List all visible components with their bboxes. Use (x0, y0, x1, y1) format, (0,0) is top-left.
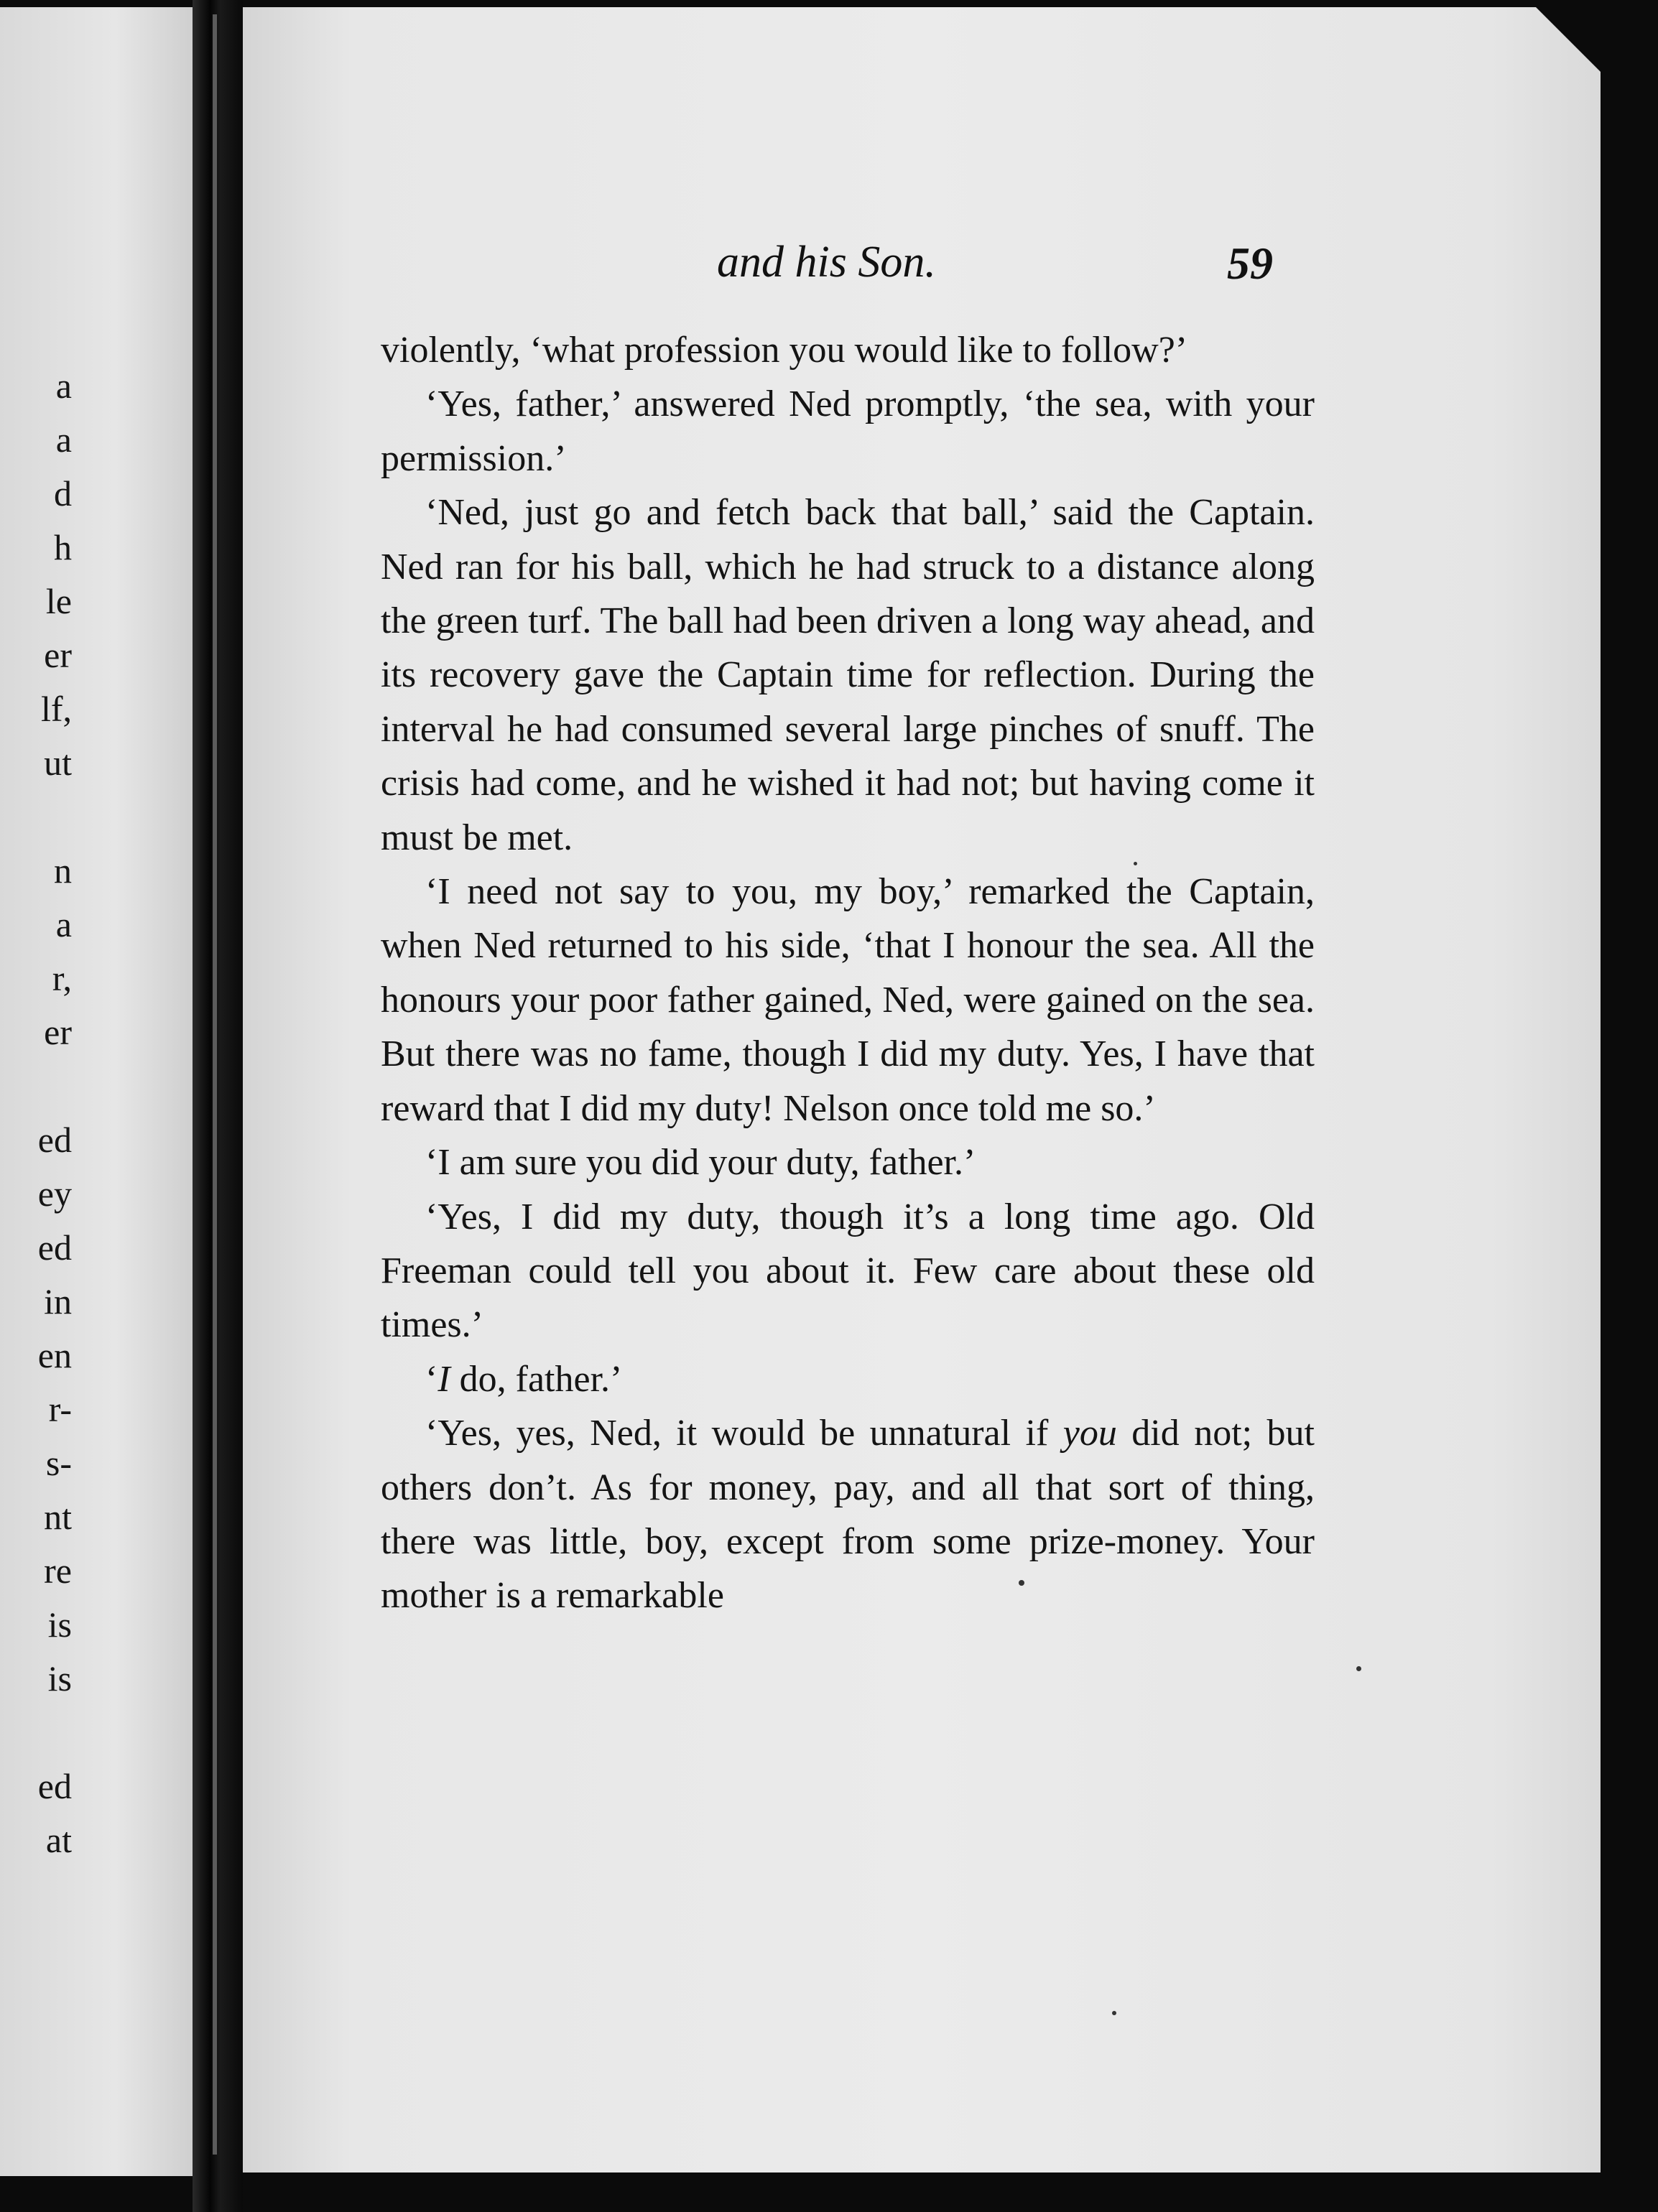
text-run: ‘Yes, yes, Ned, it would be unnatural if (425, 1413, 1063, 1454)
print-speck (1112, 2011, 1116, 2015)
previous-page-edge (0, 7, 193, 2176)
previous-page-fragment: d (54, 473, 72, 514)
running-head: and his Son. (717, 238, 936, 287)
paragraph (381, 1135, 1315, 1189)
paragraph (381, 323, 1315, 377)
previous-page-fragment: ed (37, 1120, 72, 1160)
previous-page-fragment: ey (37, 1174, 72, 1214)
paragraph (381, 485, 1315, 865)
text-run: ‘I need not say to you, my boy,’ remarked the Captain, when Ned returned to his side, ‘that I honour the sea. All the honours your poor father gained, Ned, were gained on the sea. But there was no fame, though I did my duty. Yes, I have that reward that I did my duty! Nelson once told me so.’ (381, 871, 1315, 1129)
text-run: ‘ (425, 1358, 438, 1400)
paragraph (381, 1190, 1315, 1352)
previous-page-fragment: nt (44, 1497, 72, 1537)
book-gutter (193, 0, 243, 2212)
previous-page-fragment: en (37, 1335, 72, 1375)
paragraph (381, 377, 1315, 485)
italic-text: you (1062, 1413, 1117, 1454)
previous-page-fragment: h (54, 527, 72, 567)
previous-page-fragment: n (54, 850, 72, 891)
print-speck (1356, 1666, 1361, 1671)
text-run: ‘Ned, just go and fetch back that ball,’ said the Captain. Ned ran for his ball, which he had struck to a distance along the green turf. The ball had been driven a long way ahead, and its recovery gave the Captain time for reflection. During the interval he had consumed several large pinches of snuff. The crisis had come, and he wished it had not; but having come it must be met. (381, 492, 1315, 858)
previous-page-fragment: r, (52, 958, 72, 998)
previous-page-fragment (0, 790, 72, 844)
previous-page-fragment: s- (45, 1443, 72, 1483)
text-run: did not; but others don’t. As for money, pay, and all that sort of thing, there was little, boy, except from some prize-money. Your mother is a remarkable (381, 1413, 1315, 1617)
previous-page-fragment: re (44, 1551, 72, 1591)
gutter-edge-line (213, 14, 217, 2155)
page-corner (1536, 7, 1601, 72)
book-page (243, 7, 1601, 2172)
previous-page-fragment: le (45, 581, 72, 621)
text-run: violently, ‘what profession you would like to follow?’ (381, 330, 1188, 371)
previous-page-fragment: ed (37, 1766, 72, 1806)
previous-page-fragment: ut (44, 743, 72, 783)
italic-text: I (437, 1358, 450, 1400)
text-run: ‘I am sure you did your duty, father.’ (425, 1142, 976, 1184)
previous-page-fragment: r- (48, 1389, 72, 1429)
previous-page-fragment (0, 1706, 72, 1760)
previous-page-fragment (0, 1059, 72, 1113)
text-run: ‘Yes, father,’ answered Ned promptly, ‘the sea, with your permission.’ (381, 384, 1315, 479)
previous-page-fragment: lf, (40, 689, 72, 729)
paragraph (381, 865, 1315, 1135)
page-number: 59 (1227, 238, 1273, 289)
body-text (381, 323, 1315, 1623)
previous-page-fragment: in (44, 1281, 72, 1321)
previous-page-fragment: ed (37, 1227, 72, 1268)
print-speck (1134, 862, 1137, 865)
previous-page-fragment: a (55, 904, 72, 944)
previous-page-fragment: is (47, 1604, 72, 1645)
paragraph (381, 1406, 1315, 1623)
previous-page-fragment: is (47, 1658, 72, 1698)
text-run: ‘Yes, I did my duty, though it’s a long time ago. Old Freeman could tell you about it. Few care about these old times.’ (381, 1196, 1315, 1346)
paragraph (381, 1352, 1315, 1406)
text-run: do, father.’ (450, 1358, 623, 1400)
previous-page-fragment: er (44, 635, 72, 675)
previous-page-text-fragments (0, 359, 72, 1867)
previous-page-fragment: at (45, 1820, 72, 1860)
previous-page-fragment: a (55, 366, 72, 406)
previous-page-fragment: a (55, 419, 72, 460)
previous-page-fragment: er (44, 1012, 72, 1052)
print-speck (1019, 1580, 1024, 1586)
